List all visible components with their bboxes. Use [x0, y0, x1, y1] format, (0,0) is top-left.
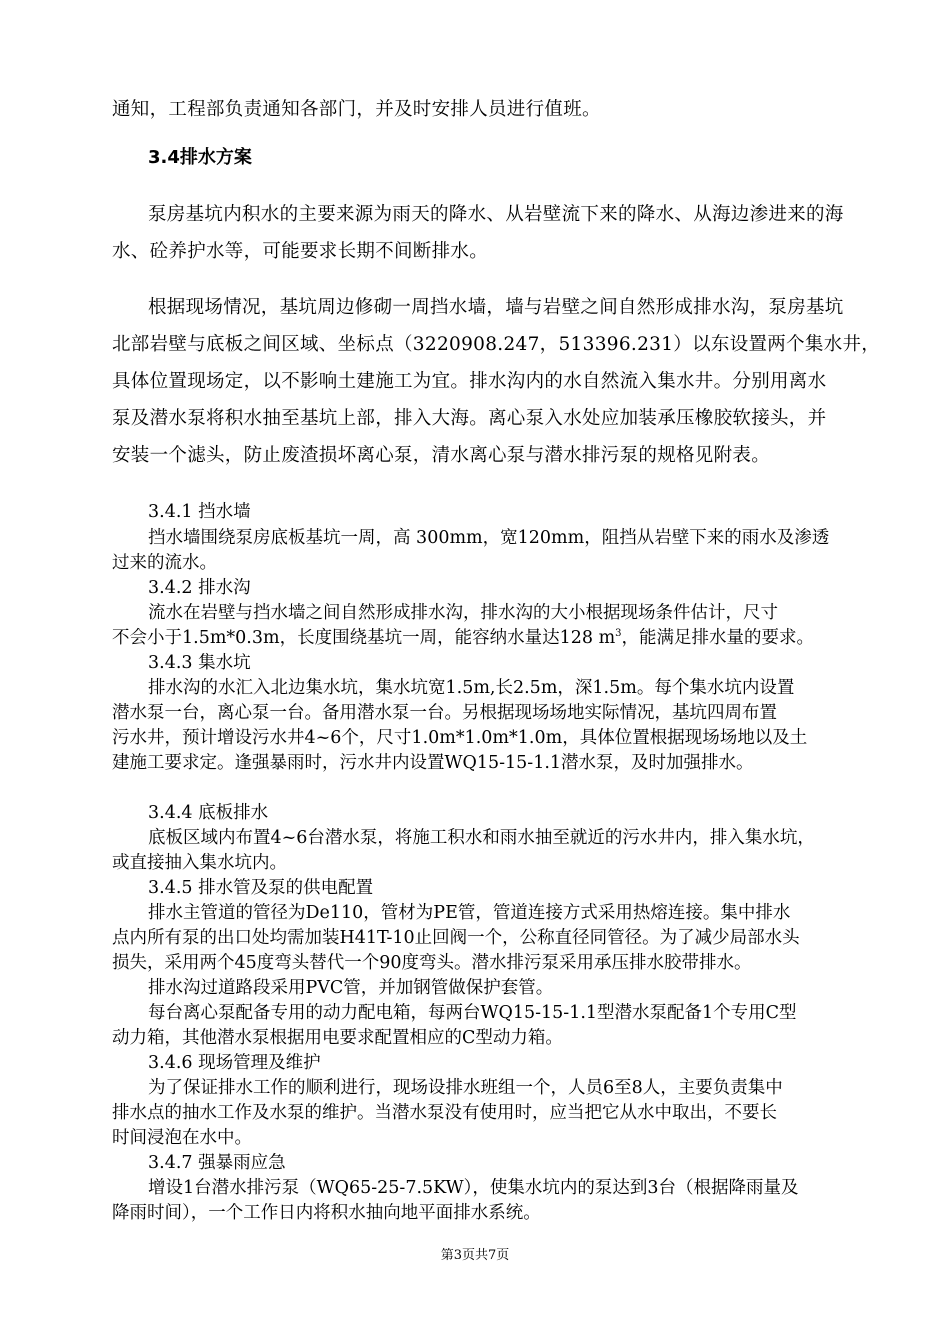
paragraph-line: 建施工要求定。逢强暴雨时，污水井内设置WQ15-15-1.1潜水泵，及时加强排水。	[112, 753, 754, 773]
paragraph-line: 污水井，预计增设污水井4~6个，尺寸1.0m*1.0m*1.0m，具体位置根据现场场地以及土	[112, 728, 808, 748]
section-heading: 3.4排水方案	[148, 147, 252, 168]
paragraph-line: 北部岩壁与底板之间区域、坐标点（3220908.247，513396.231）以东设置两个集水井，	[112, 334, 881, 355]
paragraph-line: 泵及潜水泵将积水抽至基坑上部，排入大海。离心泵入水处应加装承压橡胶软接头，并	[112, 408, 827, 429]
paragraph-line: 过来的流水。	[112, 553, 217, 573]
subsection-title: 3.4.1 挡水墙	[148, 502, 251, 522]
subsection-title: 3.4.3 集水坑	[148, 653, 251, 673]
paragraph-line: 排水沟的水汇入北边集水坑，集水坑宽1.5m,长2.5m，深1.5m。每个集水坑内设置	[148, 678, 795, 698]
text-run: 不会小于1.5m*0.3m，长度围绕基坑一周，能容纳水量达128 m	[112, 628, 616, 648]
subsection-title: 3.4.6 现场管理及维护	[148, 1053, 321, 1073]
subsection-title: 3.4.7 强暴雨应急	[148, 1153, 286, 1173]
page-footer: 第3页共7页	[440, 1248, 510, 1263]
paragraph-line: 损失，采用两个45度弯头替代一个90度弯头。潜水排污泵采用承压排水胶带排水。	[112, 953, 752, 973]
paragraph-line: 潜水泵一台，离心泵一台。备用潜水泵一台。另根据现场场地实际情况，基坑四周布置	[112, 703, 777, 723]
paragraph-line: 增设1台潜水排污泵（WQ65-25-7.5KW），使集水坑内的泵达到3台（根据降雨量及	[148, 1178, 799, 1198]
subsection-title: 3.4.4 底板排水	[148, 803, 269, 823]
paragraph-line: 排水主管道的管径为De110，管材为PE管，管道连接方式采用热熔连接。集中排水	[148, 903, 791, 923]
continuation-line: 通知，工程部负责通知各部门，并及时安排人员进行值班。	[112, 99, 601, 120]
text-run: ，能满足排水量的要求。	[621, 628, 815, 648]
paragraph-line	[112, 626, 814, 650]
paragraph-line: 底板区域内布置4~6台潜水泵，将施工积水和雨水抽至就近的污水井内，排入集水坑，	[148, 828, 815, 848]
paragraph-line: 排水点的抽水工作及水泵的维护。当潜水泵没有使用时，应当把它从水中取出，不要长	[112, 1103, 777, 1123]
paragraph-line: 水、砼养护水等，可能要求长期不间断排水。	[112, 241, 489, 262]
paragraph-line: 具体位置现场定，以不影响土建施工为宜。排水沟内的水自然流入集水井。分别用离水	[112, 371, 827, 392]
paragraph-line: 流水在岩壁与挡水墙之间自然形成排水沟，排水沟的大小根据现场条件估计，尺寸	[148, 603, 778, 623]
paragraph-line: 为了保证排水工作的顺利进行，现场设排水班组一个，人员6至8人，主要负责集中	[148, 1078, 783, 1098]
paragraph-line: 或直接抽入集水坑内。	[112, 853, 287, 873]
superscript: 3	[615, 628, 622, 640]
subsection-title: 3.4.2 排水沟	[148, 578, 251, 598]
paragraph-line: 挡水墙围绕泵房底板基坑一周，高 300mm，宽120mm，阻挡从岩壁下来的雨水及渗透	[148, 528, 830, 548]
paragraph-line: 安装一个滤头，防止废渣损坏离心泵，清水离心泵与潜水排污泵的规格见附表。	[112, 445, 771, 466]
paragraph-line: 时间浸泡在水中。	[112, 1128, 252, 1148]
paragraph-line: 泵房基坑内积水的主要来源为雨天的降水、从岩壁流下来的降水、从海边渗进来的海	[148, 204, 844, 225]
paragraph-line: 每台离心泵配备专用的动力配电箱，每两台WQ15-15-1.1型潜水泵配备1个专用C型	[148, 1003, 797, 1023]
paragraph-line: 降雨时间），一个工作日内将积水抽向地平面排水系统。	[112, 1203, 541, 1223]
paragraph-line: 动力箱，其他潜水泵根据用电要求配置相应的C型动力箱。	[112, 1028, 563, 1048]
paragraph-line: 根据现场情况，基坑周边修砌一周挡水墙，墙与岩壁之间自然形成排水沟，泵房基坑	[148, 297, 844, 318]
subsection-title: 3.4.5 排水管及泵的供电配置	[148, 878, 374, 898]
paragraph-line: 点内所有泵的出口处均需加装H41T-10止回阀一个，公称直径同管径。为了减少局部水头	[112, 928, 800, 948]
paragraph-line: 排水沟过道路段采用PVC管，并加钢管做保护套管。	[148, 978, 554, 998]
